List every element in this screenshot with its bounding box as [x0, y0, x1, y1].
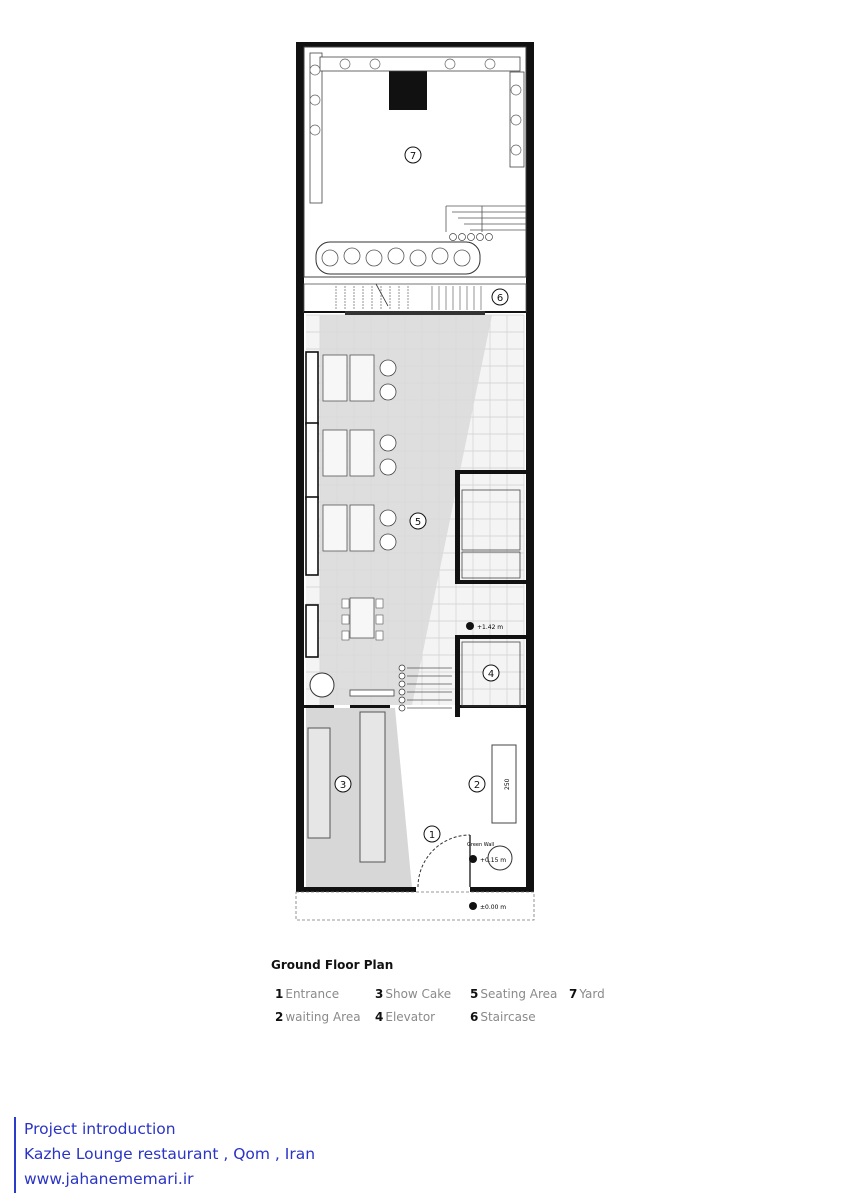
plant-symbol [370, 59, 380, 69]
small-pot [486, 234, 493, 241]
sofa [323, 505, 347, 551]
project-footer [14, 1117, 414, 1193]
plant-symbol [344, 248, 360, 264]
legend-item [375, 1010, 435, 1024]
plant-symbol [432, 248, 448, 264]
footer-project-name: Kazhe Lounge restaurant , Qom , Iran [24, 1145, 316, 1163]
chair [380, 459, 396, 475]
planter-circle [310, 673, 334, 697]
room-marker-number: 5 [414, 517, 422, 528]
plant-symbol [511, 85, 521, 95]
footer-heading: Project introduction [24, 1120, 176, 1138]
green-wall-label: Green Wall [467, 842, 495, 848]
sofa [323, 430, 347, 476]
plan-title: Ground Floor Plan [271, 958, 394, 972]
plant-symbol [388, 248, 404, 264]
room-marker-number: 1 [428, 830, 436, 841]
stair-arrow [376, 284, 388, 306]
legend-number: 1 [275, 987, 284, 1001]
plant-symbol [511, 145, 521, 155]
step-nosing [399, 689, 405, 695]
small-pot [477, 234, 484, 241]
plant-symbol [511, 115, 521, 125]
plant-symbol [310, 125, 320, 135]
chair [376, 615, 383, 624]
legend-number: 6 [470, 1010, 479, 1024]
legend-label: Staircase [480, 1010, 536, 1024]
chair [342, 631, 349, 640]
table [350, 430, 374, 476]
legend-label: Yard [579, 987, 605, 1001]
room-marker-number: 4 [487, 669, 495, 680]
chair [342, 615, 349, 624]
legend-label: Show Cake [385, 987, 452, 1001]
legend-label: waiting Area [285, 1010, 361, 1024]
legend-item [470, 987, 557, 1001]
step-nosing [399, 681, 405, 687]
legend-item [375, 987, 451, 1001]
step-nosing [399, 697, 405, 703]
stair-rail [345, 311, 485, 315]
legend-label: Seating Area [480, 987, 558, 1001]
wall-bench [306, 497, 318, 575]
legend-item [275, 987, 339, 1001]
step-nosing [399, 705, 405, 711]
step-nosing [399, 673, 405, 679]
step-nosing [399, 665, 405, 671]
stair-steps [336, 284, 485, 315]
room-marker-number: 7 [409, 151, 417, 162]
legend-item [470, 1010, 536, 1024]
legend-label: Entrance [285, 987, 340, 1001]
counter [350, 690, 394, 696]
dining-table [350, 598, 374, 638]
plant-symbol [366, 250, 382, 266]
entrance-door-swing [418, 835, 470, 887]
legend-item [275, 1010, 361, 1024]
footer-website-link[interactable]: www.jahanememari.ir [24, 1170, 194, 1188]
legend-label: Elevator [385, 1010, 436, 1024]
small-pot [468, 234, 475, 241]
sofa [323, 355, 347, 401]
wall-bench [306, 605, 318, 657]
plant-symbol [340, 59, 350, 69]
wall-bench [306, 423, 318, 499]
table [350, 355, 374, 401]
legend-number: 2 [275, 1010, 284, 1024]
chair [380, 510, 396, 526]
legend-number: 7 [569, 987, 578, 1001]
chair [342, 599, 349, 608]
chair [376, 599, 383, 608]
wall-bench [306, 352, 318, 424]
table [350, 505, 374, 551]
chair [380, 384, 396, 400]
chair [380, 360, 396, 376]
small-pot [450, 234, 457, 241]
chair [376, 631, 383, 640]
plant-symbol [310, 95, 320, 105]
level-label: +0.15 m [480, 857, 507, 864]
legend-number: 3 [375, 987, 384, 1001]
legend-item [569, 987, 605, 1001]
small-pot [459, 234, 466, 241]
plant-symbol [322, 250, 338, 266]
plant-symbol [485, 59, 495, 69]
wall-benches [306, 352, 318, 657]
room-marker-number: 6 [496, 293, 504, 304]
legend-number: 4 [375, 1010, 384, 1024]
chair [380, 435, 396, 451]
plant-symbol [310, 65, 320, 75]
room-marker-number: 2 [473, 780, 481, 791]
plant-symbol [454, 250, 470, 266]
level-label: +1.42 m [477, 624, 504, 631]
room-marker-number: 3 [339, 780, 347, 791]
plant-symbol [445, 59, 455, 69]
plant-symbol [410, 250, 426, 266]
level-label: ±0.00 m [480, 904, 507, 911]
legend-number: 5 [470, 987, 479, 1001]
chair [380, 534, 396, 550]
bench-dimension-label: 250 [504, 778, 511, 790]
